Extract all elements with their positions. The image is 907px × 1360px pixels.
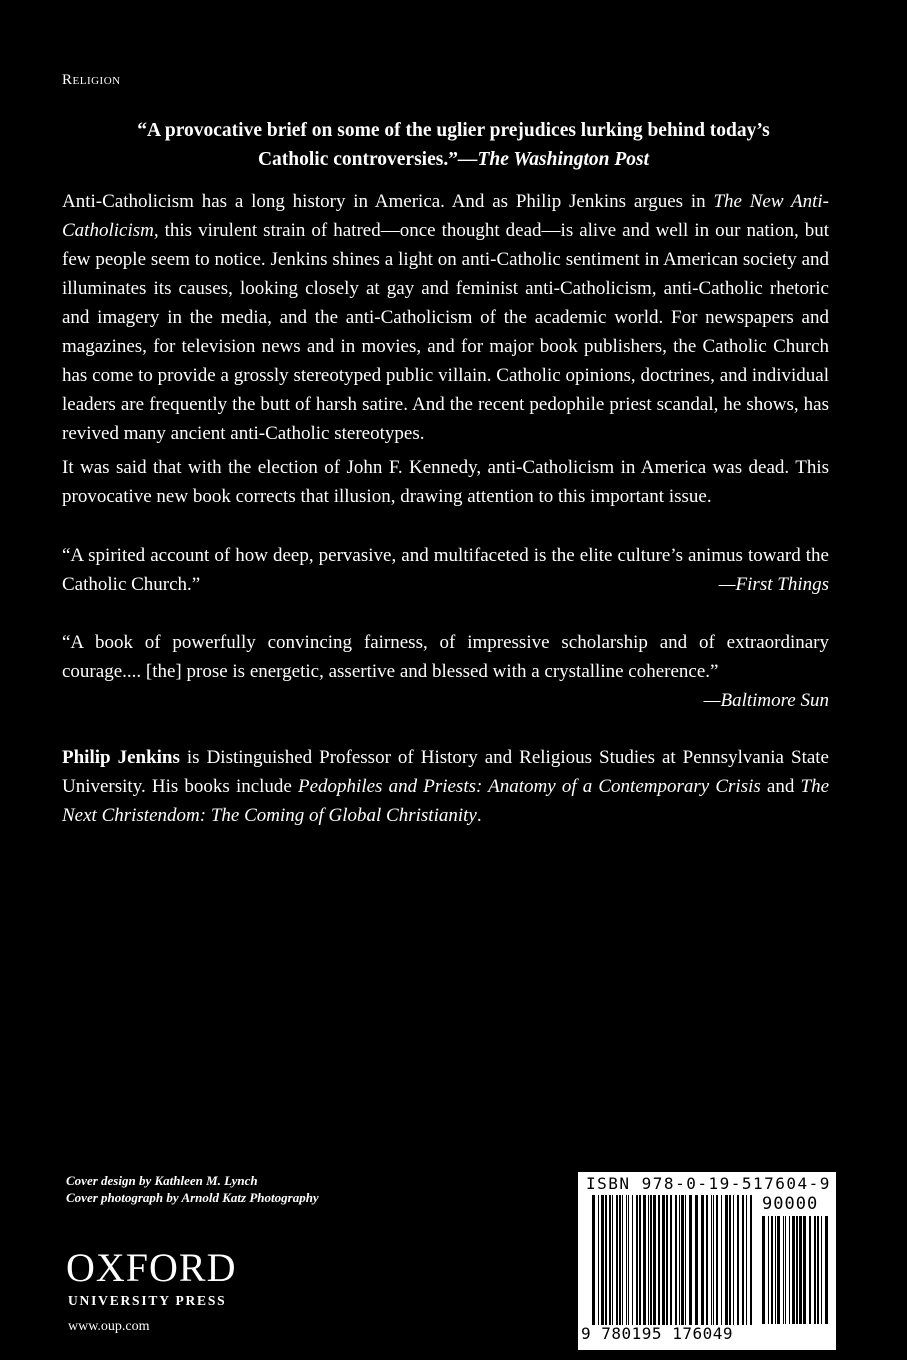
barcode-bar: [762, 1216, 765, 1324]
review-text: “A spirited account of how deep, pervasive, and multifaceted is the elite culture’s animus toward the Catholic Church.”: [62, 545, 829, 595]
barcode-bar: [809, 1216, 811, 1324]
barcode-bar: [670, 1195, 672, 1325]
barcode-bar: [775, 1216, 776, 1324]
barcode-bar: [716, 1195, 718, 1325]
barcode-bar: [768, 1216, 769, 1324]
barcode-bar: [799, 1216, 802, 1324]
barcode-bar: [695, 1195, 698, 1325]
head-quote-text: “A provocative brief on some of the uglier prejudices lurking behind today’s Catholic controversies.”: [137, 120, 770, 170]
barcode-bar: [817, 1216, 819, 1324]
barcode-bar: [706, 1195, 708, 1325]
barcode-bar: [650, 1195, 652, 1325]
barcode-bar: [675, 1195, 677, 1325]
barcode-bar: [733, 1195, 734, 1325]
review-source: —First Things: [718, 574, 829, 595]
blurb-paragraph-1: Anti-Catholicism has a long history in America. And as Philip Jenkins argues in The New Anti-Catholicism, this virulent strain of hatred—once thought dead—is alive and well in our nation, but few people seem to notice. Jenkins shines a light on anti-Catholic sentiment in American society and illuminates its causes, looking closely at gay and feminist anti-Catholicism, anti-Catholic rhetoric and imagery in the media, and the anti-Catholicism of the academic world. For newspapers and magazines, for television news and in movies, and for major book publishers, the Catholic Church has come to provide a grossly stereotyped public villain. Catholic opinions, doctrines, and individual leaders are frequently the butt of harsh satire. And the recent pedophile priest scandal, he shows, has revived many ancient anti-Catholic stereotypes.: [62, 191, 829, 444]
author-bio: Philip Jenkins is Distinguished Professor of History and Religious Studies at Pennsylvania State University. His books include Pedophiles and Priests: Anatomy of a Contemporary Crisis and The Next Christendom: The Coming of Global Christianity.: [62, 747, 829, 826]
barcode-bar: [771, 1216, 773, 1324]
barcode-bar: [783, 1216, 784, 1324]
publisher-url[interactable]: www.oup.com: [68, 1319, 150, 1334]
price-code: 90000: [762, 1194, 819, 1214]
barcode-bar: [792, 1216, 795, 1324]
barcode-bar: [814, 1216, 816, 1324]
barcode-bar: [746, 1195, 747, 1325]
barcode-bar: [681, 1195, 684, 1325]
barcode-bar: [605, 1195, 607, 1325]
review-source: —Baltimore Sun: [703, 690, 829, 711]
barcode-bar: [742, 1195, 744, 1325]
barcode-bar: [616, 1195, 618, 1325]
barcode-bar: [679, 1195, 680, 1325]
head-quote: [100, 116, 807, 174]
barcode-bar: [825, 1216, 828, 1324]
barcode-bar: [643, 1195, 646, 1325]
barcode-bar: [777, 1216, 780, 1324]
barcode-bar: [685, 1195, 686, 1325]
barcode-bar: [612, 1195, 613, 1325]
review-baltimore-sun: [62, 628, 829, 715]
publisher-logo: OXFORD: [66, 1245, 237, 1290]
barcode-bar: [653, 1195, 656, 1325]
blurb-paragraph-2: It was said that with the election of John F. Kennedy, anti-Catholicism in America was dead. This provocative new book corrects that illusion, drawing attention to this important issue.: [62, 457, 829, 507]
barcode-bar: [721, 1195, 722, 1325]
head-quote-source: —The Washington Post: [457, 149, 650, 170]
barcode-bar: [662, 1195, 665, 1325]
barcode-bar: [796, 1216, 798, 1324]
barcode-bar: [619, 1195, 621, 1325]
barcode-bar: [648, 1195, 649, 1325]
publisher-subtitle: UNIVERSITY PRESS: [68, 1293, 227, 1308]
book-title: The New Anti-Catholicism,: [62, 191, 829, 241]
author-name: Philip Jenkins: [62, 747, 180, 768]
cover-design-credit: Cover design by Kathleen M. Lynch: [66, 1173, 258, 1188]
barcode-bar: [803, 1216, 806, 1324]
barcode-bar: [701, 1195, 704, 1325]
review-text: “A book of powerfully convincing fairness, of impressive scholarship and of extraordinary courage.... [the] prose is energetic, assertive and blessed with a crystalline coherence.”: [62, 632, 829, 682]
cover-credits: [66, 1172, 319, 1206]
barcode-bar: [636, 1195, 638, 1325]
barcode-bar: [628, 1195, 629, 1325]
barcode-bar: [689, 1195, 692, 1325]
barcode-bar: [725, 1195, 728, 1325]
barcode-bar: [658, 1195, 660, 1325]
barcode-bar: [789, 1216, 790, 1324]
barcode-addon-bars: [762, 1216, 828, 1324]
barcode-bar: [713, 1195, 714, 1325]
barcode-bar: [711, 1195, 712, 1325]
isbn-barcode: [578, 1172, 836, 1350]
barcode-bar: [626, 1195, 627, 1325]
barcode-bar: [632, 1195, 633, 1325]
barcode-bar: [598, 1195, 599, 1325]
barcode-bar: [785, 1216, 786, 1324]
barcode-bar: [750, 1195, 752, 1325]
barcode-digits: 9 780195 176049: [581, 1324, 733, 1343]
cover-photo-credit: Cover photograph by Arnold Katz Photography: [66, 1190, 319, 1205]
barcode-bar: [729, 1195, 731, 1325]
isbn-label: ISBN 978-0-19-517604-9: [586, 1174, 831, 1193]
barcode-bar: [666, 1195, 668, 1325]
barcode-bar: [821, 1216, 822, 1324]
barcode-bar: [622, 1195, 623, 1325]
category-label: Religion: [62, 72, 121, 88]
barcode-bars: [592, 1195, 752, 1325]
barcode-bar: [592, 1195, 595, 1325]
barcode-bar: [609, 1195, 611, 1325]
barcode-bar: [639, 1195, 641, 1325]
barcode-bar: [737, 1195, 739, 1325]
barcode-bar: [601, 1195, 604, 1325]
